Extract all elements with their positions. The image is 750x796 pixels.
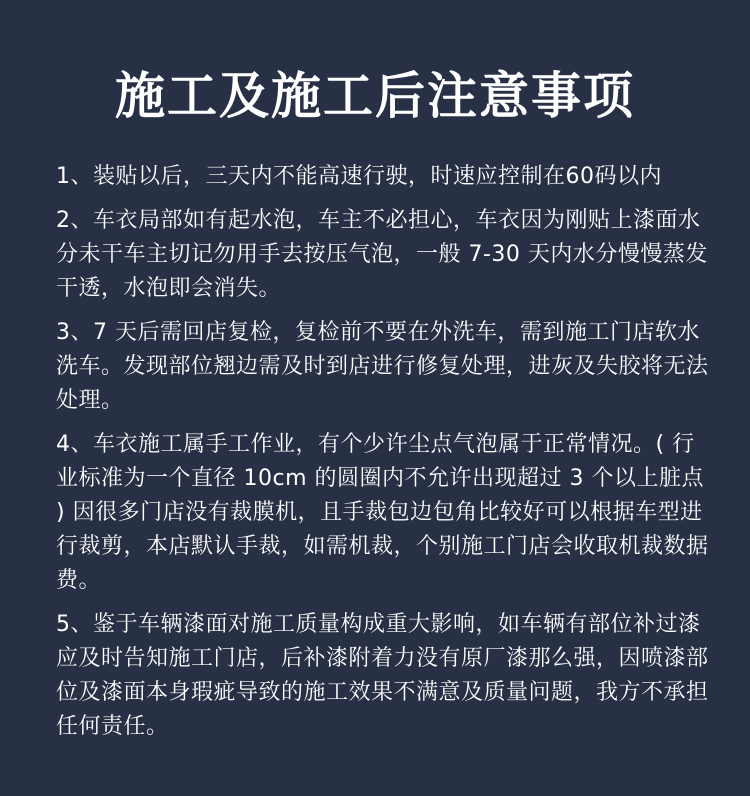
note-item-3: 3、7 天后需回店复检，复检前不要在外洗车，需到施工门店软水洗车。发现部位翘边需及时到店进行修复处理，进灰及失胶将无法处理。 <box>56 320 709 413</box>
note-item-2: 2、车衣局部如有起水泡，车主不必担心，车衣因为刚贴上漆面水分未干车主切记勿用手去按压气泡，一般 7-30 天内水分慢慢蒸发干透，水泡即会消失。 <box>56 208 708 301</box>
note-item-4: 4、车衣施工属手工作业，有个少许尘点气泡属于正常情况。( 行业标准为一个直径 10cm 的圆圈内不允许出现超过 3 个以上脏点 ) 因很多门店没有裁膜机，且手裁包边包角比较好可以根据车型进行裁剪，本店默认手裁，如需机裁，个别施工门店会收取机裁数据费。 <box>56 432 709 593</box>
notes-list <box>56 160 716 754</box>
page-title: 施工及施工后注意事项 <box>115 67 635 125</box>
note-item-1: 1、装贴以后，三天内不能高速行驶，时速应控制在60码以内 <box>56 164 662 189</box>
note-item-5: 5、鉴于车辆漆面对施工质量构成重大影响，如车辆有部位补过漆应及时告知施工门店，后补漆附着力没有原厂漆那么强，因喷漆部位及漆面本身瑕疵导致的施工效果不满意及质量问题，我方不承担任何责任。 <box>56 612 709 739</box>
